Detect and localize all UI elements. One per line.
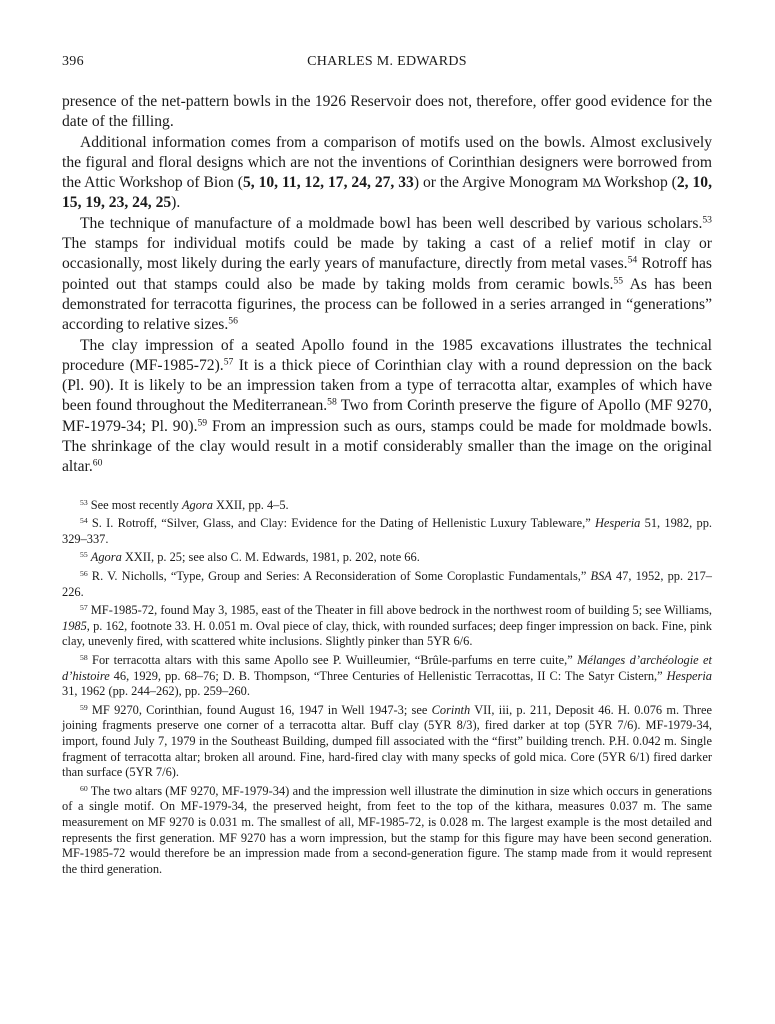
running-header xyxy=(62,54,712,76)
footnotes xyxy=(62,498,712,878)
footnote-57: $^{57}$ MF-1985-72, found May 3, 1985, east of the Theater in fill above bedrock in the northwest room of building 5; see Williams, 1985, p. 162, footnote 33. H. 0.051 m. Oval piece of clay, thick, with rounded surfaces; deep finger impression on back. Fine, pink clay, unevenly fired, with scattered white inclusions. Slightly pinker than 5YR 6/6. xyxy=(62,602,712,649)
page-number: 396 xyxy=(62,54,84,69)
paragraph: Additional information comes from a comparison of motifs used on the bowls. Almost exclusively the figural and floral designs which are not the inventions of Corinthian designers were borrowed from the Attic Workshop of Bion (5, 10, 11, 12, 17, 24, 27, 33) or the Argive Monogram ΜΔ Workshop (2, 10, 15, 19, 23, 24, 25). xyxy=(62,133,712,212)
footnote-ref: 54 xyxy=(627,255,638,267)
footnote-ref: 56 xyxy=(228,315,238,327)
footnote-60: $^{60}$ The two altars (MF 9270, MF-1979-34) and the impression well illustrate the diminution in size which occurs in generations of a single motif. On MF-1979-34, the preserved height, from feet to the top of the kithara, measures 0.037 m. The same measurement on MF 9270 is 0.031 m. The smallest of all, MF-1985-72, is 0.028 m. The largest example is the most detailed and represents the first generation. MF 9270 has a worn impression, but the stamp for this figure may have been second generation. MF-1985-72 would therefore be an impression made from a second-generation figure. The stamp made from it would represent the third generation. xyxy=(62,783,712,876)
page xyxy=(62,54,712,880)
running-title: CHARLES M. EDWARDS xyxy=(307,54,467,69)
footnote-ref: 53 xyxy=(702,214,712,226)
paragraph: The technique of manufacture of a moldmade bowl has been well described by various scholars.$^{53}$ The stamps for individual motifs could be made by taking a cast of a relief motif in clay or occasionally, most likely during the early years of manufacture, directly from metal vases.$^{54}$ Rotroff has pointed out that stamps could also be made by taking molds from ceramic bowls.$^{55}$ As has been demonstrated for terracotta figurines, the process can be followed in a series arranged in “generations” according to relative sizes.$^{56}$ xyxy=(62,214,712,334)
footnote-ref: 59 xyxy=(197,417,208,429)
footnote-ref: 55 xyxy=(613,275,624,287)
footnote-ref: 60 xyxy=(92,458,103,470)
footnote-56: $^{56}$ R. V. Nicholls, “Type, Group and Series: A Reconsideration of Some Coroplastic Fundamentals,” BSA 47, 1952, pp. 217–226. xyxy=(62,568,712,599)
footnote-55: $^{55}$ Agora XXII, p. 25; see also C. M. Edwards, 1981, p. 202, note 66. xyxy=(80,550,420,565)
body-text xyxy=(62,92,712,478)
monogram-glyph: ΜΔ xyxy=(582,175,601,191)
footnote-ref: 57 xyxy=(223,356,234,368)
footnote-53: $^{53}$ See most recently Agora XXII, pp. 4–5. xyxy=(80,497,289,512)
paragraph: presence of the net-pattern bowls in the 1926 Reservoir does not, therefore, offer good evidence for the date of the filling. xyxy=(62,93,712,131)
footnote-58: $^{58}$ For terracotta altars with this same Apollo see P. Wuilleumier, “Brûle-parfums en terre cuite,” Mélanges d’archéologie et d’histoire 46, 1929, pp. 68–76; D. B. Thompson, “Three Centuries of Hellenistic Terracottas, II C: The Satyr Cistern,” Hesperia 31, 1962 (pp. 244–262), pp. 259–260. xyxy=(62,652,712,699)
footnote-59: $^{59}$ MF 9270, Corinthian, found August 16, 1947 in Well 1947-3; see Corinth VII, iii, p. 211, Deposit 46. H. 0.076 m. Three joining fragments preserve one corner of a terracotta altar. Buff clay (5YR 8/3), fired darker at top (5YR 7/6). MF-1979-34, import, found July 7, 1979 in the Southeast Building, dumped fill associated with the “first” building trench. P.H. 0.042 m. Single fragment of terracotta altar; broken all around. Fine, hard-fired clay with many specks of gold mica. Core (5YR 6/1) fired darker than surface (5YR 7/6). xyxy=(62,702,712,780)
footnote-54: $^{54}$ S. I. Rotroff, “Silver, Glass, and Clay: Evidence for the Dating of Hellenistic Luxury Tableware,” Hesperia 51, 1982, pp. 329–337. xyxy=(62,516,712,546)
paragraph: The clay impression of a seated Apollo found in the 1985 excavations illustrates the technical procedure (MF-1985-72).$^{57}$ It is a thick piece of Corinthian clay with a round depression on the back (Pl. 90). It is likely to be an impression taken from a type of terracotta altar, examples of which have been found throughout the Mediterranean.$^{58}$ Two from Corinth preserve the figure of Apollo (MF 9270, MF-1979-34; Pl. 90).$^{59}$ From an impression such as ours, stamps could be made for moldmade bowls. The shrinkage of the clay would result in a motif considerably smaller than the image on the original altar.$^{60}$ xyxy=(62,336,712,476)
footnote-ref: 58 xyxy=(327,397,337,409)
